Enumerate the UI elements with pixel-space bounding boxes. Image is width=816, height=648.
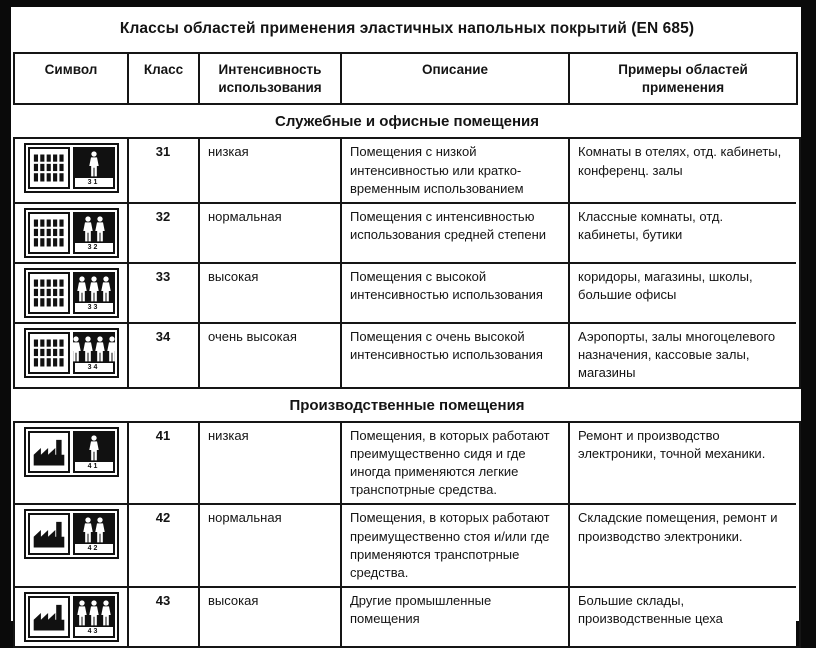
class-cell: 34 [129,324,200,387]
class-pictogram [24,592,119,642]
usage-intensity-panel [73,212,115,254]
building-icon [31,336,67,370]
icon-class-number: 34 [75,363,113,372]
factory-icon [31,600,67,634]
person-icon [106,336,118,362]
description-cell: Помещения с интенсивностью использования средней степени [342,204,570,262]
icon-class-number: 32 [75,243,113,252]
table-header-row [13,52,798,105]
icon-class-number: 31 [75,178,113,187]
person-icon [76,600,88,626]
table-row [15,503,796,586]
intensity-cell: нормальная [200,204,342,262]
document-page [11,7,801,636]
intensity-cell: нормальная [200,505,342,586]
section-table [13,421,801,648]
icon-class-number: 43 [75,627,113,636]
symbol-cell [15,204,129,262]
description-cell: Помещения, в которых работают преимущественно сидя и где иногда применяются легкие транспотрные средства. [342,423,570,504]
intensity-cell: очень высокая [200,324,342,387]
factory-icon [31,435,67,469]
intensity-cell: низкая [200,423,342,504]
examples-cell: Большие склады, производственные цеха [578,593,723,627]
class-cell: 32 [129,204,200,262]
usage-intensity-panel [73,332,115,374]
person-icon [88,276,100,302]
person-icon [100,276,112,302]
usage-intensity-panel [73,596,115,638]
class-pictogram [24,509,119,559]
class-cell: 42 [129,505,200,586]
person-icon [100,600,112,626]
persons-row [75,214,113,243]
table-row [15,322,796,387]
class-pictogram [24,208,119,258]
class-pictogram [24,268,119,318]
person-icon [94,517,106,543]
symbol-cell [15,588,129,646]
person-icon [88,151,100,177]
person-icon [82,336,94,362]
column-header-class: Класс [129,54,200,103]
intensity-cell: высокая [200,264,342,322]
table-row [15,586,796,646]
area-icon-panel [28,332,70,374]
table-row [15,423,796,504]
persons-row [75,149,113,178]
examples-cell: Аэропорты, залы многоцелевого назначения, кассовые залы, магазины [578,329,776,381]
person-icon [82,216,94,242]
usage-intensity-panel [73,431,115,473]
persons-row [75,274,113,303]
class-pictogram [24,328,119,378]
class-cell: 33 [129,264,200,322]
usage-intensity-panel [73,272,115,314]
factory-icon [31,517,67,551]
symbol-cell [15,505,129,586]
building-icon [31,151,67,185]
table-row [15,139,796,202]
symbol-cell [15,423,129,504]
person-icon [82,517,94,543]
building-icon [31,276,67,310]
usage-intensity-panel [73,513,115,555]
icon-class-number: 41 [75,462,113,471]
sections-container [13,105,801,648]
area-icon-panel [28,596,70,638]
examples-cell: Комнаты в отелях, отд. кабинеты, конференц. залы [578,144,782,178]
column-header-description: Описание [342,54,570,103]
column-header-intensity: Интенсивность использования [200,54,342,103]
description-cell: Помещения, в которых работают преимущественно стоя и/или где применяются транспотрные средства. [342,505,570,586]
table-section [13,105,801,388]
examples-cell: Ремонт и производство электроники, точной механики. [578,427,766,461]
section-title: Служебные и офисные помещения [274,113,540,131]
examples-cell: коридоры, магазины, школы, большие офисы [578,269,753,303]
description-cell: Другие промышленные помещения [342,588,570,646]
persons-row [75,515,113,544]
description-cell: Помещения с высокой интенсивностью использования [342,264,570,322]
area-icon-panel [28,212,70,254]
class-pictogram [24,143,119,193]
symbol-cell [15,324,129,387]
person-icon [88,600,100,626]
persons-row [75,334,113,363]
area-icon-panel [28,513,70,555]
page-title: Классы областей применения эластичных напольных покрытий (EN 685) [119,20,695,37]
persons-row [75,598,113,627]
column-header-examples: Примеры областей применения [618,62,748,96]
area-icon-panel [28,147,70,189]
section-table [13,137,801,388]
class-cell: 31 [129,139,200,202]
table-section [13,389,801,648]
section-title: Производственные помещения [289,396,525,414]
description-cell: Помещения с очень высокой интенсивностью использования [342,324,570,387]
persons-row [75,433,113,462]
intensity-cell: высокая [200,588,342,646]
icon-class-number: 33 [75,303,113,312]
person-icon [76,276,88,302]
symbol-cell [15,139,129,202]
description-cell: Помещения с низкой интенсивностью или кратко-временным использованием [342,139,570,202]
usage-intensity-panel [73,147,115,189]
building-icon [31,216,67,250]
column-header-symbol: Символ [15,54,129,103]
examples-cell: Складские помещения, ремонт и производство электроники. [578,510,778,544]
class-cell: 41 [129,423,200,504]
person-icon [94,216,106,242]
examples-cell: Классные комнаты, отд. кабинеты, бутики [578,209,724,243]
table-row [15,202,796,262]
person-icon [70,336,82,362]
table-row [15,262,796,322]
person-icon [94,336,106,362]
intensity-cell: низкая [200,139,342,202]
symbol-cell [15,264,129,322]
class-cell: 43 [129,588,200,646]
person-icon [88,435,100,461]
icon-class-number: 42 [75,544,113,553]
area-icon-panel [28,431,70,473]
class-pictogram [24,427,119,477]
area-icon-panel [28,272,70,314]
